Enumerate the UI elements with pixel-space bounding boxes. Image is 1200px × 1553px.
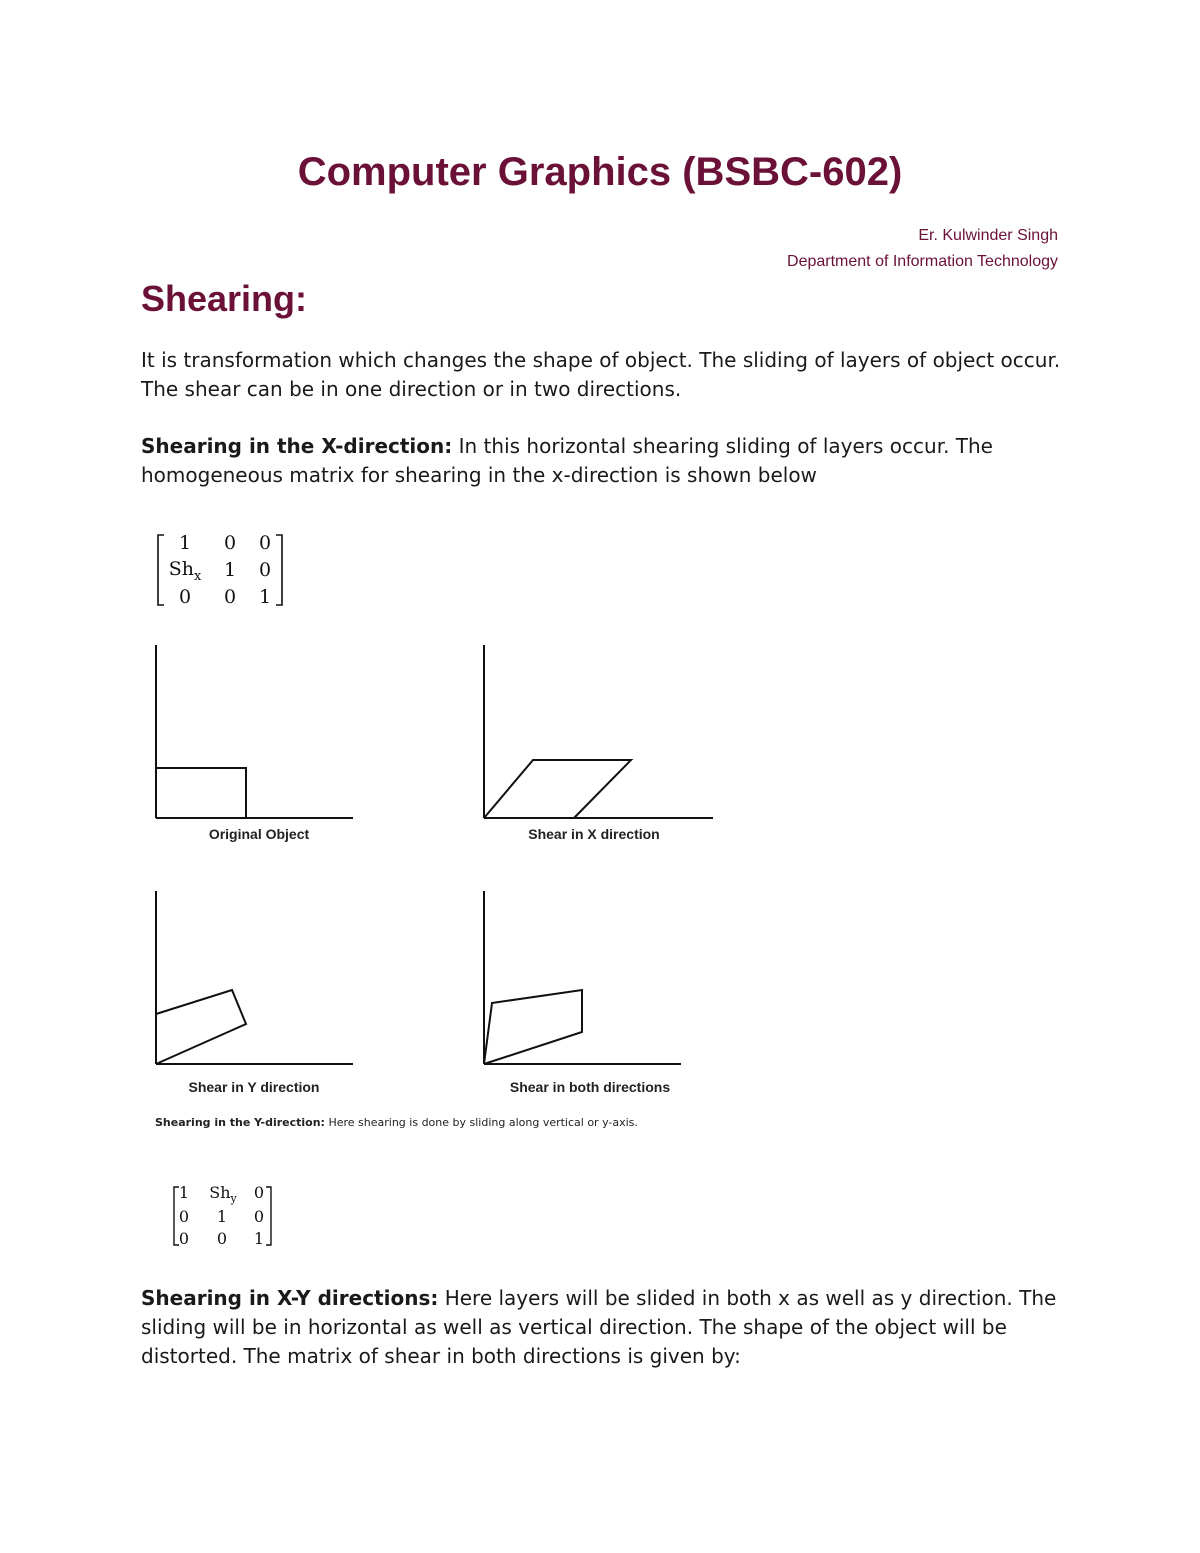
figure-shear-both xyxy=(484,891,681,1064)
xy-direction-paragraph xyxy=(141,1284,1061,1371)
matrix-x-cell-r2c1: $Sh_x$ xyxy=(168,558,202,584)
x-direction-text: In this horizontal shearing sliding of layers occur. The homogeneous matrix for shearing in the x-direction is shown below xyxy=(141,434,993,487)
matrix-y-cell-r1c3: 0 xyxy=(253,1183,265,1202)
author-name: Er. Kulwinder Singh xyxy=(918,227,1058,244)
matrix-x-cell-r2c3: 0 xyxy=(258,559,272,581)
matrix-y-cell-r2c2: 1 xyxy=(216,1207,228,1226)
intro-paragraph: It is transformation which changes the shape of object. The sliding of layers of object occur. The shear can be in one direction or in two directions. xyxy=(141,348,1061,401)
matrix-y-cell-r3c1: 0 xyxy=(178,1229,190,1248)
matrix-x-cell-r3c1: 0 xyxy=(178,586,192,608)
figure-shear-x xyxy=(484,645,713,818)
matrix-y-cell-r3c2: 0 xyxy=(216,1229,228,1248)
caption-shear-both: Shear in both directions xyxy=(509,1079,671,1095)
xy-direction-text: Here layers will be slided in both x as well as y direction. The sliding will be in horizontal as well as vertical direction. The shape of the object will be distorted. The matrix of shear in both directions is given by: xyxy=(141,1286,1057,1368)
y-direction-text: Here shearing is done by sliding along vertical or y-axis. xyxy=(324,1116,638,1129)
figure-original-object xyxy=(156,645,353,818)
matrix-x-cell-r1c3: 0 xyxy=(258,532,272,554)
y-direction-label: Shearing in the Y-direction: xyxy=(155,1116,325,1129)
caption-shear-y: Shear in Y direction xyxy=(188,1079,320,1095)
matrix-x-cell-r2c2: 1 xyxy=(223,559,237,581)
matrix-x-cell-r3c3: 1 xyxy=(258,586,272,608)
figure-shear-y xyxy=(156,891,353,1064)
x-direction-label: Shearing in the X-direction: xyxy=(141,434,453,458)
matrix-x-cell-r1c1: 1 xyxy=(178,532,192,554)
y-direction-note xyxy=(155,1116,638,1129)
matrix-y-cell-r2c1: 0 xyxy=(178,1207,190,1226)
matrix-x-cell-r3c2: 0 xyxy=(223,586,237,608)
matrix-y-cell-r3c3: 1 xyxy=(253,1229,265,1248)
xy-direction-label: Shearing in X-Y directions: xyxy=(141,1286,439,1310)
matrix-y-cell-r1c1: 1 xyxy=(178,1183,190,1202)
caption-original-object: Original Object xyxy=(208,826,310,842)
caption-shear-x: Shear in X direction xyxy=(528,826,660,842)
matrix-y-cell-r2c3: 0 xyxy=(253,1207,265,1226)
section-heading: Shearing: xyxy=(141,278,308,319)
author-department: Department of Information Technology xyxy=(787,253,1058,270)
matrix-x-cell-r1c2: 0 xyxy=(223,532,237,554)
document-title: Computer Graphics (BSBC-602) xyxy=(297,150,903,194)
matrix-y-cell-r1c2: $Sh_y$ xyxy=(209,1183,237,1206)
shear-y-matrix xyxy=(171,1183,275,1249)
